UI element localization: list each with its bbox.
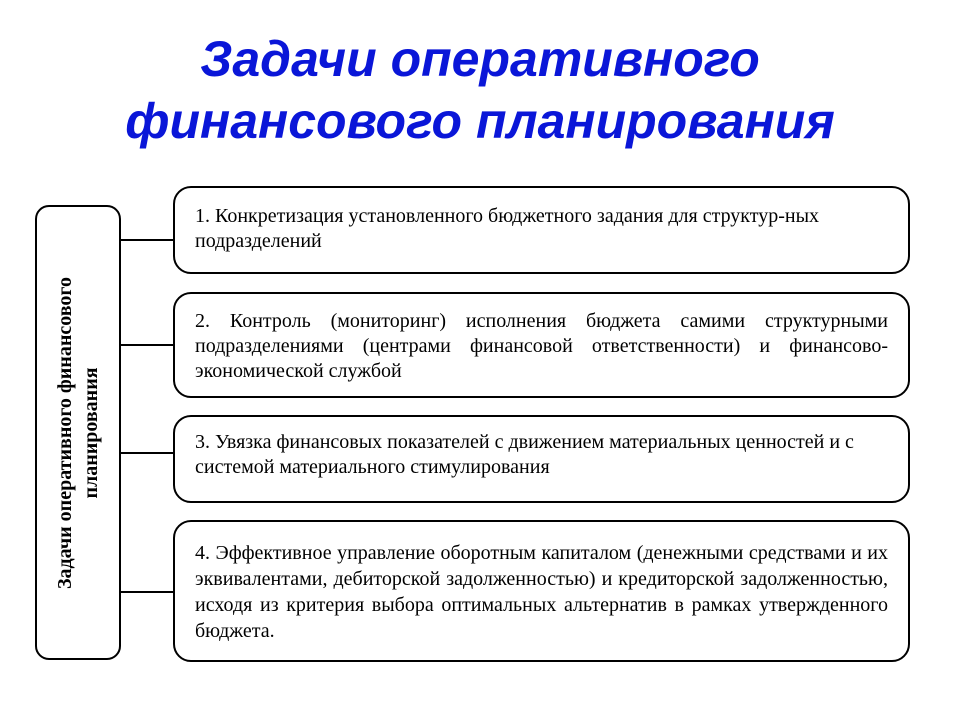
task-text-1: 1. Конкретизация установленного бюджетного задания для структур-ных подразделений <box>195 205 820 252</box>
task-box-2 <box>173 292 910 398</box>
task-text-3: 3. Увязка финансовых показателей с движением материальных ценностей и с системой материального стимулирования <box>195 431 854 478</box>
side-category-label <box>52 213 104 653</box>
task-box-3 <box>173 415 910 503</box>
task-text-2: 2. Контроль (мониторинг) исполнения бюджета самими структурными подразделениями (центрами финансовой ответственности) и финансово-экономической службой <box>195 310 888 382</box>
page-title-line-1: Задачи оперативного <box>200 31 760 87</box>
page-title-line-2: финансового планирования <box>125 93 835 149</box>
task-text-4: 4. Эффективное управление оборотным капиталом (денежными средствами и их эквивалентами, дебиторской задолженностью) и кредиторской задолженностью, исходя из критерия выбора оптимальных альтернатив в рамках утвержденного бюджета. <box>195 542 888 642</box>
side-category-label-line-2: планирования <box>80 366 102 499</box>
task-box-1 <box>173 186 910 274</box>
task-box-4 <box>173 520 910 662</box>
side-category-label-line-1: Задачи оперативного финансового <box>54 276 76 589</box>
side-category-box <box>35 205 121 660</box>
